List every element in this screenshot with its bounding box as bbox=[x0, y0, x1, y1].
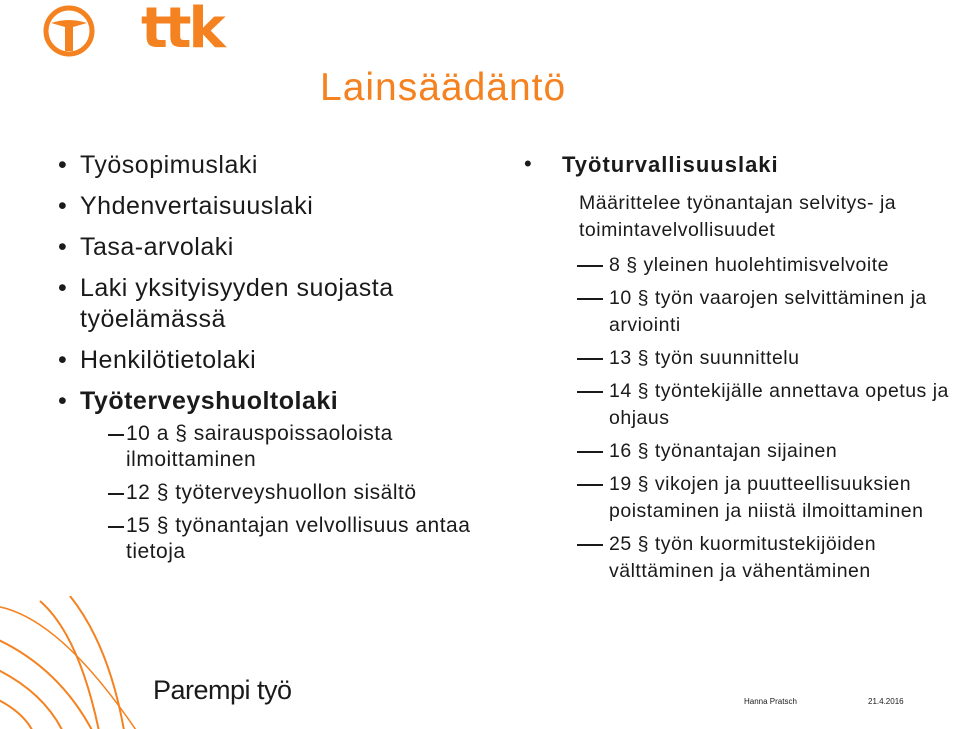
list-item: • Yhdenvertaisuuslaki bbox=[58, 191, 488, 222]
left-column bbox=[58, 150, 488, 575]
sub-list-item: 12 § työterveyshuollon sisältö bbox=[80, 480, 488, 506]
sub-list bbox=[80, 421, 488, 565]
sub-list-item: 10 § työn vaarojen selvittäminen ja arviointi bbox=[524, 285, 960, 339]
decorative-arcs bbox=[0, 596, 150, 729]
right-column bbox=[524, 150, 960, 591]
list-item: • Työsopimuslaki bbox=[58, 150, 488, 181]
sub-list-item: 10 a § sairauspoissaoloista ilmoittaminen bbox=[80, 421, 488, 473]
footer-brand: Parempi työ bbox=[153, 675, 292, 705]
law-heading: • Työturvallisuuslaki bbox=[562, 152, 779, 177]
list-item-tyoterveyshuoltolaki: • Työterveyshuoltolaki 10 a § sairauspoissaoloista ilmoittaminen 12 § työterveyshuollon sisältö 15 § työnantajan velvollisuus antaa tietoja bbox=[58, 386, 488, 565]
law-list bbox=[58, 150, 488, 565]
safety-law-list bbox=[524, 150, 960, 180]
logo-text: ttk bbox=[141, 0, 223, 61]
list-item: • Laki yksityisyyden suojasta työelämässä bbox=[58, 273, 488, 335]
sub-list bbox=[524, 252, 960, 585]
sub-list-item: 13 § työn suunnittelu bbox=[524, 345, 960, 372]
ttk-logo bbox=[43, 0, 223, 61]
ttk-logo-icon bbox=[43, 5, 95, 57]
sub-list-item: 19 § vikojen ja puutteellisuuksien poistaminen ja niistä ilmoittaminen bbox=[524, 471, 960, 525]
footer-author: Hanna Pratsch bbox=[744, 697, 797, 706]
law-definition: Määrittelee työnantajan selvitys- ja toimintavelvollisuudet bbox=[579, 192, 897, 241]
footer-date: 21.4.2016 bbox=[868, 697, 904, 706]
list-item: • Henkilötietolaki bbox=[58, 345, 488, 376]
sub-list-item: 14 § työntekijälle annettava opetus ja ohjaus bbox=[524, 378, 960, 432]
sub-list-item: 25 § työn kuormitustekijöiden välttäminen ja vähentäminen bbox=[524, 531, 960, 585]
list-item: • Tasa-arvolaki bbox=[58, 232, 488, 263]
list-item-tyoturvallisuuslaki bbox=[524, 150, 960, 180]
sub-list-item: 15 § työnantajan velvollisuus antaa tietoja bbox=[80, 513, 488, 565]
page-title: Lainsäädäntö bbox=[320, 66, 567, 109]
sub-list-item: 8 § yleinen huolehtimisvelvoite bbox=[524, 252, 960, 279]
sub-list-item: 16 § työnantajan sijainen bbox=[524, 438, 960, 465]
